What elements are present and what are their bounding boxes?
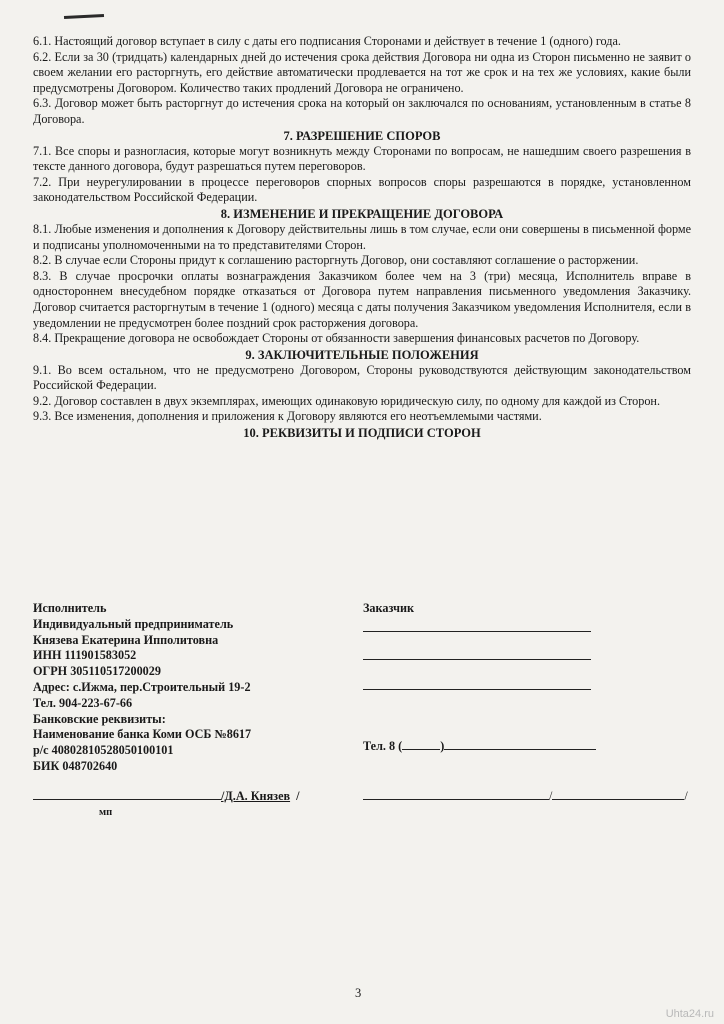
executor-bank-title: Банковские реквизиты: <box>33 711 166 726</box>
executor-details <box>33 601 343 775</box>
site-watermark: Uhta24.ru <box>665 1008 714 1020</box>
executor-account: р/с 40802810528050100101 <box>33 743 174 758</box>
stamp-place: мп <box>99 807 113 818</box>
customer-blank-line-2[interactable] <box>363 659 591 660</box>
clause-6-1: 6.1. Настоящий договор вступает в силу с даты его подписания Сторонами и действует в течение 1 (одного) года. <box>33 34 621 48</box>
customer-signature-sep: / <box>549 789 553 803</box>
clause-6-2: 6.2. Если за 30 (тридцать) календарных дней до истечения срока действия Договора ни одна из Сторон письменно не заявит о своем желании его расторгнуть, его действие автоматически продлевается на тот же срок и на тех же условиях, какие были предусмотрены Договором. Количество таких продлений Договора не ограничено. <box>33 49 691 95</box>
clause-7-1: 7.1. Все споры и разногласия, которые могут возникнуть между Сторонами по вопросам, не нашедшим своего разрешения в тексте данного договора, будут разрешаться путем переговоров. <box>33 143 691 174</box>
customer-signature-field[interactable] <box>363 787 549 800</box>
clause-8-3: 8.3. В случае просрочки оплаты вознаграждения Заказчиком более чем на 3 (три) месяца, Исполнитель вправе в одностороннем внесудебном порядке отказаться от Договора путем направления письменного уведомления Заказчику. Договор считается расторгнутым в течение 1 (одного) месяца с даты получения Заказчиком уведомления Исполнителя, если в уведомлении не предусмотрен более поздний срок расторжения договора. <box>33 268 691 330</box>
customer-label: Заказчик <box>363 601 415 615</box>
clause-9-1: 9.1. Во всем остальном, что не предусмотрено Договором, Стороны руководствуются действующим законодательством Российской Федерации. <box>33 362 691 393</box>
requisites-block <box>33 601 703 831</box>
page-number: 3 <box>355 986 362 1000</box>
executor-inn: ИНН 111901583052 <box>33 648 137 663</box>
clause-8-4: 8.4. Прекращение договора не освобождает Стороны от обязанности завершения финансовых расчетов по Договору. <box>33 331 640 346</box>
executor-signature-line <box>33 787 221 800</box>
clause-8-1: 8.1. Любые изменения и дополнения к Договору действительны лишь в том случае, если они совершены в письменной форме и подписаны уполномоченными на то представителями Сторон. <box>33 221 691 252</box>
executor-bank-name: Наименование банка Коми ОСБ №8617 <box>33 727 252 742</box>
customer-signature-end: / <box>684 789 688 803</box>
executor-label: Исполнитель <box>33 601 107 615</box>
executor-signature-end: / <box>296 789 300 803</box>
executor-name: Князева Екатерина Ипполитовна <box>33 632 219 647</box>
executor-type: Индивидуальный предприниматель <box>33 616 234 631</box>
customer-phone <box>363 737 596 755</box>
document-body <box>33 34 691 441</box>
customer-phone-code-field[interactable] <box>402 737 440 750</box>
customer-phone-number-field[interactable] <box>444 737 596 750</box>
executor-bik: БИК 048702640 <box>33 758 118 773</box>
customer-phone-mid: ) <box>440 739 445 753</box>
clause-6-3: 6.3. Договор может быть расторгнут до истечения срока на который он заключался по основаниям, установленным в статье 8 Договора. <box>33 96 691 126</box>
customer-signature <box>363 787 688 804</box>
section-7-title: 7. РАЗРЕШЕНИЕ СПОРОВ <box>283 128 441 143</box>
section-8-title: 8. ИЗМЕНЕНИЕ И ПРЕКРАЩЕНИЕ ДОГОВОРА <box>220 206 504 221</box>
executor-signature-name: /Д.А. Князев <box>221 789 291 803</box>
customer-details <box>363 601 703 753</box>
section-9-title: 9. ЗАКЛЮЧИТЕЛЬНЫЕ ПОЛОЖЕНИЯ <box>245 347 479 362</box>
customer-blank-line-3[interactable] <box>363 689 591 690</box>
executor-address: Адрес: с.Ижма, пер.Строительный 19-2 <box>33 679 251 694</box>
clause-7-2: 7.2. При неурегулировании в процессе переговоров спорных вопросов споры разрешаются в порядке, установленном законодательством Российской Федерации. <box>33 174 691 205</box>
executor-ogrn: ОГРН 305110517200029 <box>33 664 161 679</box>
executor-phone: Тел. 904-223-67-66 <box>33 695 133 710</box>
clause-8-2: 8.2. В случае если Стороны придут к соглашению расторгнуть Договор, они составляют соглашение о расторжении. <box>33 253 639 268</box>
section-10-title: 10. РЕКВИЗИТЫ И ПОДПИСИ СТОРОН <box>243 426 481 441</box>
clause-9-2: 9.2. Договор составлен в двух экземплярах, имеющих одинаковую юридическую силу, по одному для каждой из Сторон. <box>33 393 661 408</box>
customer-name-field[interactable] <box>552 787 684 800</box>
clause-9-3: 9.3. Все изменения, дополнения и приложения к Договору являются его неотъемлемыми частями. <box>33 409 542 424</box>
pen-mark <box>64 14 104 19</box>
customer-blank-line-1[interactable] <box>363 631 591 632</box>
customer-phone-prefix: Тел. 8 ( <box>363 739 403 753</box>
executor-signature <box>33 787 300 804</box>
